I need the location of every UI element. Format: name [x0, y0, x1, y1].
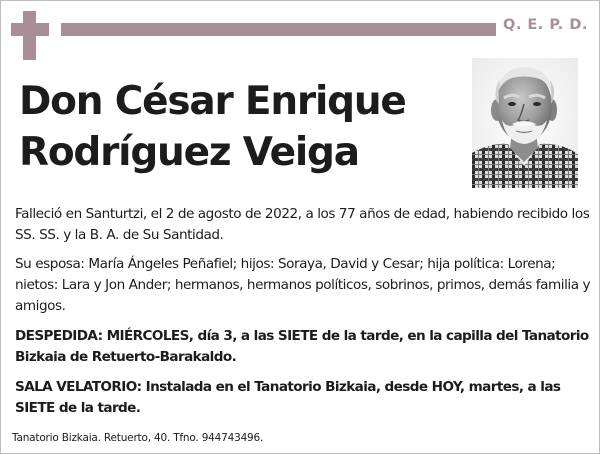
- deceased-name: [19, 76, 459, 178]
- name-line-1: Don César Enrique: [19, 79, 406, 124]
- cross-icon-arm: [11, 23, 49, 36]
- header-bar: [61, 23, 496, 36]
- portrait-image: [472, 58, 578, 188]
- qepd-label: Q. E. P. D.: [503, 17, 588, 33]
- funeral-home-contact: Tanatorio Bizkaia. Retuerto, 40. Tfno. 944743496.: [12, 432, 264, 444]
- family-text: Su esposa: María Ángeles Peñafiel; hijos: Soraya, David y Cesar; hija política: Lorena; nietos: Lara y Jon Ander; hermanos, hermanos políticos, sobrinos, primos, demás familia y amigos.: [15, 256, 591, 314]
- farewell-text: DESPEDIDA: MIÉRCOLES, día 3, a las SIETE de la tarde, en la capilla del Tanatorio Bizkaia de Retuerto-Barakaldo.: [15, 328, 589, 365]
- death-notice-text: Falleció en Santurtzi, el 2 de agosto de 2022, a los 77 años de edad, habiendo recibido los SS. SS. y la B. A. de Su Santidad.: [15, 206, 590, 243]
- portrait-photo: [472, 58, 578, 188]
- name-line-2: Rodríguez Veiga: [19, 130, 359, 175]
- wake-text: SALA VELATORIO: Instalada en el Tanatorio Bizkaia, desde HOY, martes, a las SIETE de la tarde.: [15, 379, 561, 416]
